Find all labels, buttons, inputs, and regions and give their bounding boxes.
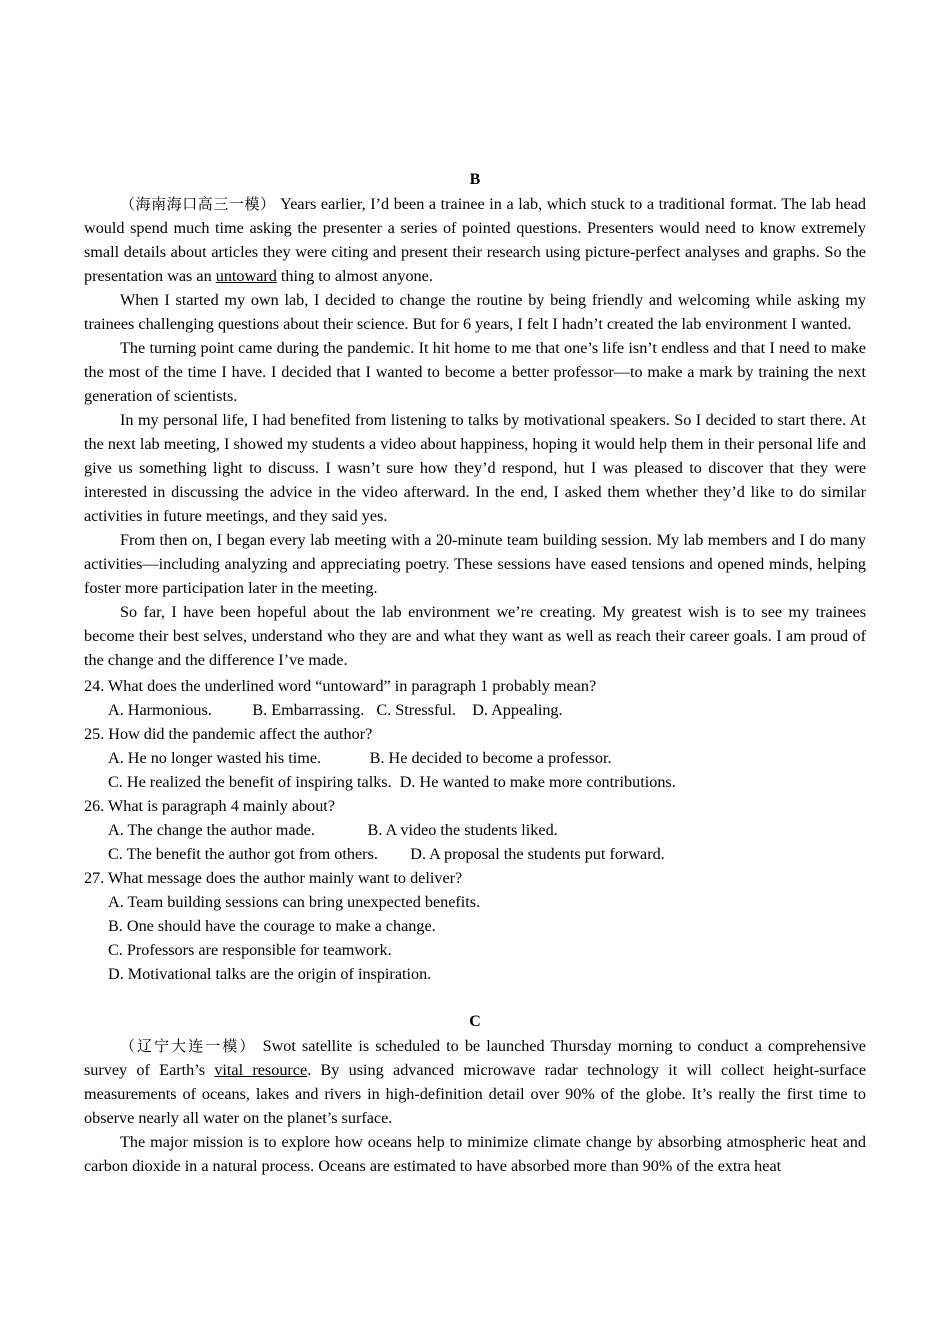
passage-c-paragraph-1 (84, 1034, 866, 1130)
question-24-options-line-1[interactable]: A. Harmonious. B. Embarrassing. C. Stressful. D. Appealing. (108, 701, 563, 719)
passage-b-paragraph-1 (84, 192, 866, 288)
question-24-stem: 24. What does the underlined word “untoward” in paragraph 1 probably mean? (84, 677, 597, 695)
question-25-options-line-2[interactable]: C. He realized the benefit of inspiring talks. D. He wanted to make more contributions. (108, 773, 676, 791)
passage-b-paragraph-2: When I started my own lab, I decided to change the routine by being friendly and welcoming while asking my trainees challenging questions about their science. But for 6 years, I felt I hadn’t created the lab environment I wanted. (84, 291, 866, 333)
question-27-option-c[interactable]: C. Professors are responsible for teamwork. (108, 941, 392, 959)
page-content (84, 168, 866, 1178)
passage-c-source-label: （辽宁大连一模） (120, 1037, 257, 1055)
question-25-stem: 25. How did the pandemic affect the author? (84, 725, 373, 743)
question-27-option-d[interactable]: D. Motivational talks are the origin of inspiration. (108, 965, 432, 983)
passage-b-p1-text-a: Years earlier, I’d been a trainee in a lab, which stuck to a traditional format. The lab head would spend much time asking the presenter a series of pointed questions. Presenters would need to know extremely small details about articles they were citing and present their research using picture-perfect analyses and graphs. So the presentation was an (84, 195, 866, 285)
question-27 (84, 866, 866, 986)
passage-b-p1-text-b: thing to almost anyone. (276, 267, 433, 285)
question-26-options-line-2[interactable]: C. The benefit the author got from others. D. A proposal the students put forward. (108, 845, 665, 863)
question-27-option-b[interactable]: B. One should have the courage to make a change. (108, 917, 436, 935)
question-26-options-line-1[interactable]: A. The change the author made. B. A video the students liked. (108, 821, 558, 839)
passage-c (84, 1010, 866, 1178)
question-26 (84, 794, 866, 866)
section-spacer (84, 986, 866, 1010)
passage-b-header: B (469, 171, 481, 188)
question-25-options-line-1[interactable]: A. He no longer wasted his time. B. He decided to become a professor. (108, 749, 612, 767)
passage-b (84, 168, 866, 672)
underlined-phrase-vital-resource: vital resource (214, 1061, 308, 1079)
question-27-stem: 27. What message does the author mainly want to deliver? (84, 869, 463, 887)
question-26-stem: 26. What is paragraph 4 mainly about? (84, 797, 335, 815)
question-list (84, 674, 866, 986)
passage-c-p1-text-a: Swot satellite is scheduled to be launched Thursday morning to conduct a comprehensive survey of Earth’s (84, 1037, 866, 1079)
passage-b-source-label: （海南海口高三一模） (120, 195, 276, 213)
passage-b-paragraph-3: The turning point came during the pandemic. It hit home to me that one’s life isn’t endless and that I need to make the most of the time I have. I decided that I wanted to become a better professor—to make a mark by training the next generation of scientists. (84, 339, 866, 405)
underlined-word-untoward: untoward (215, 267, 277, 285)
passage-b-paragraph-5: From then on, I began every lab meeting with a 20-minute team building session. My lab members and I do many activities—including analyzing and appreciating poetry. These sessions have eased tensions and opened minds, helping foster more participation later in the meeting. (84, 531, 866, 597)
passage-b-paragraph-6: So far, I have been hopeful about the lab environment we’re creating. My greatest wish is to see my trainees become their best selves, understand who they are and what they want as well as reach their career goals. I am proud of the change and the difference I’ve made. (84, 603, 866, 669)
passage-b-paragraph-4: In my personal life, I had benefited from listening to talks by motivational speakers. So I decided to start there. At the next lab meeting, I showed my students a video about happiness, hoping it would help them in their personal life and give us something light to discuss. I wasn’t sure how they’d respond, hut I was pleased to discover that they were interested in discussing the advice in the video afterward. In the end, I asked them whether they’d like to do similar activities in future meetings, and they said yes. (84, 411, 866, 525)
passage-c-paragraph-2: The major mission is to explore how oceans help to minimize climate change by absorbing atmospheric heat and carbon dioxide in a natural process. Oceans are estimated to have absorbed more than 90% of the extra heat (84, 1133, 866, 1175)
passage-c-header: C (469, 1013, 481, 1030)
question-27-option-a[interactable]: A. Team building sessions can bring unexpected benefits. (108, 893, 481, 911)
question-24 (84, 674, 866, 722)
passage-c-p1-text-b: . By using advanced microwave radar technology it will collect height-surface measurements of oceans, lakes and rivers in high-definition detail over 90% of the globe. It’s really the first time to observe nearly all water on the planet’s surface. (84, 1061, 866, 1127)
question-25 (84, 722, 866, 794)
